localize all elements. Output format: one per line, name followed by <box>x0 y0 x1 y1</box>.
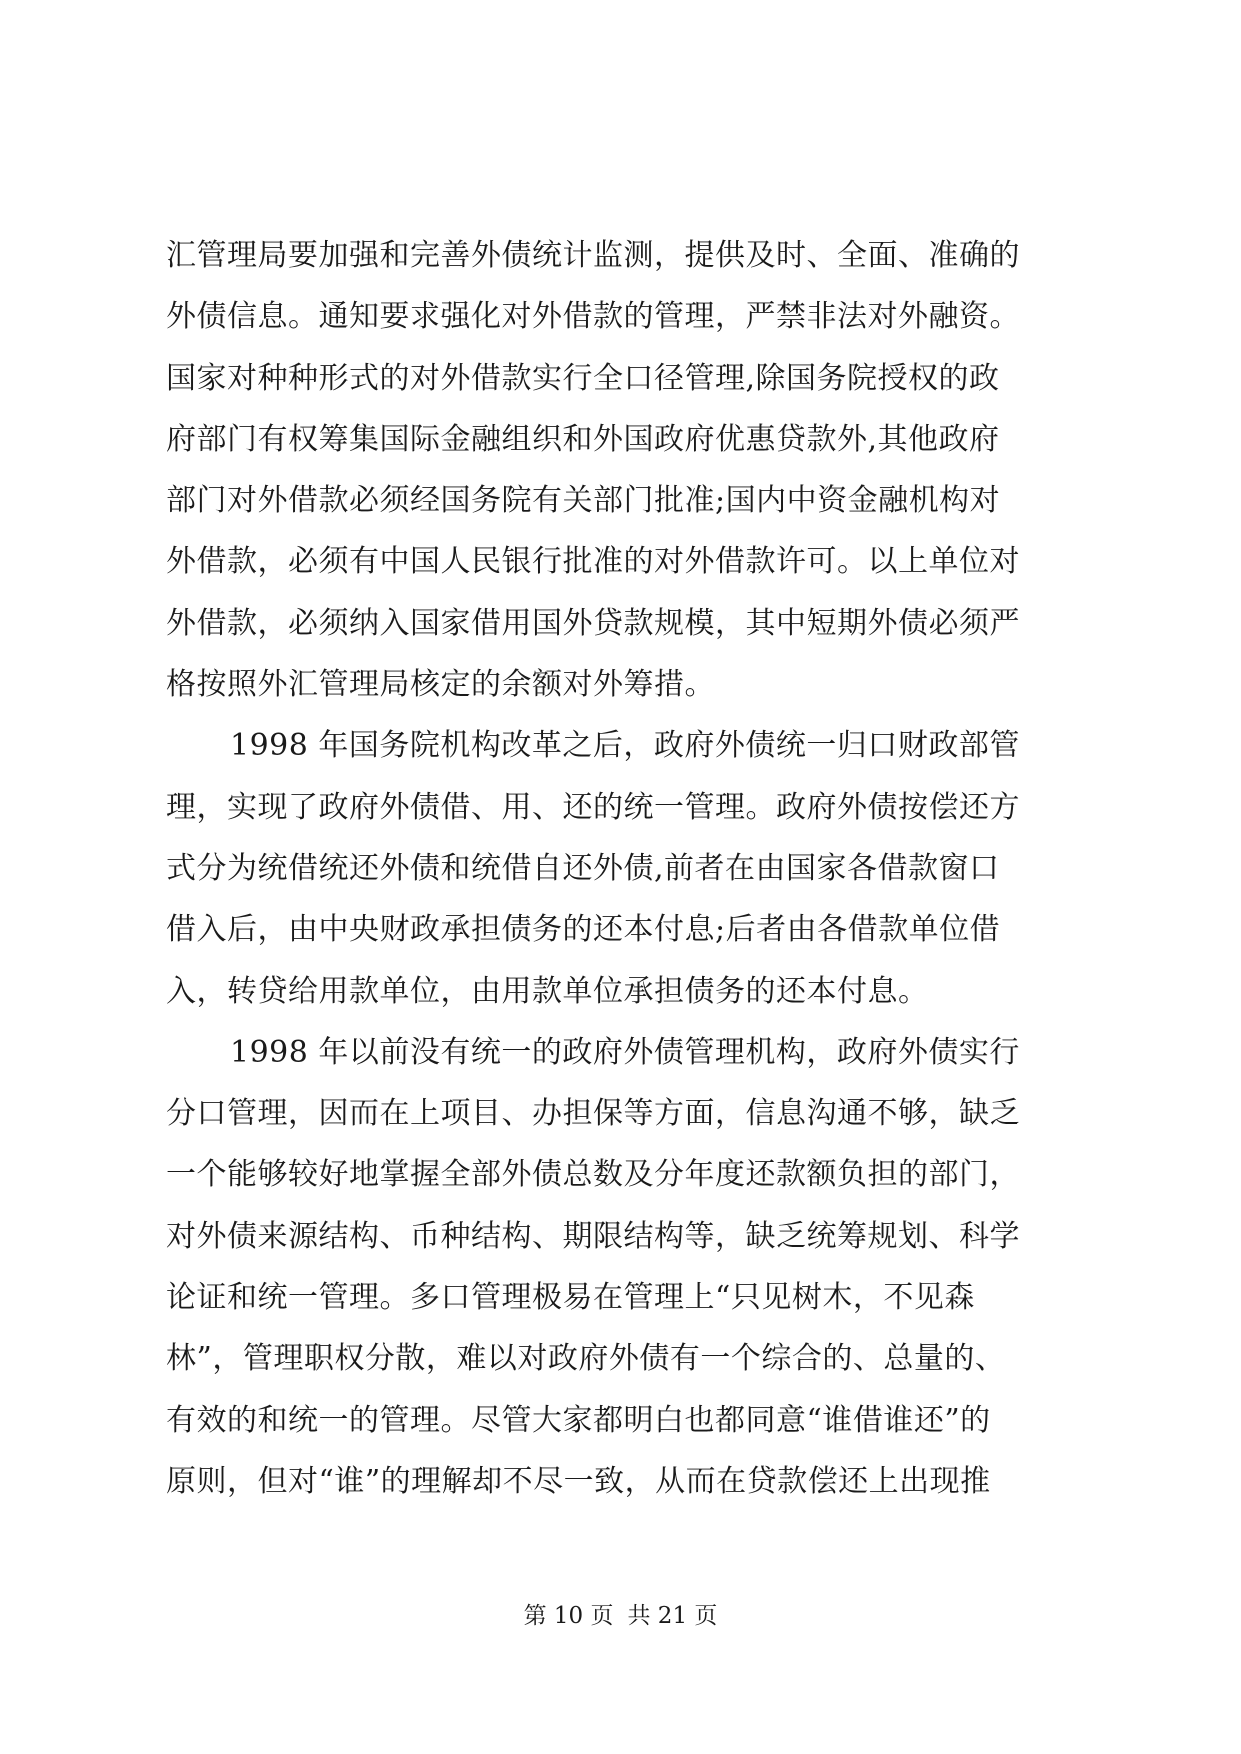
text-line: 1998 年以前没有统一的政府外债管理机构，政府外债实行 <box>230 1034 1020 1070</box>
text-line: 理，实现了政府外债借、用、还的统一管理。政府外债按偿还方 <box>166 789 1020 825</box>
text-line: 府部门有权筹集国际金融组织和外国政府优惠贷款外,其他政府 <box>166 421 1000 457</box>
text-line: 对外债来源结构、币种结构、期限结构等，缺乏统筹规划、科学 <box>166 1218 1020 1254</box>
text-line: 格按照外汇管理局核定的余额对外筹措。 <box>166 667 715 703</box>
body-text <box>166 225 1076 1512</box>
text-line: 一个能够较好地掌握全部外债总数及分年度还款额负担的部门， <box>166 1157 1020 1193</box>
text-line: 论证和统一管理。多口管理极易在管理上“只见树木，不见森 <box>166 1280 975 1316</box>
text-line: 借入后，由中央财政承担债务的还本付息;后者由各借款单位借 <box>166 912 1001 948</box>
text-line: 国家对种种形式的对外借款实行全口径管理,除国务院授权的政 <box>166 360 1000 396</box>
text-line: 式分为统借统还外债和统借自还外债,前者在由国家各借款窗口 <box>166 850 1000 886</box>
text-line: 入，转贷给用款单位，由用款单位承担债务的还本付息。 <box>166 973 929 1009</box>
text-line: 外借款，必须纳入国家借用国外贷款规模，其中短期外债必须严 <box>166 605 1020 641</box>
text-line: 外借款，必须有中国人民银行批准的对外借款许可。以上单位对 <box>166 544 1020 580</box>
paragraph-2 <box>166 715 1076 1021</box>
text-line: 原则，但对“谁”的理解却不尽一致，从而在贷款偿还上出现推 <box>166 1463 991 1499</box>
page-number: 第 10 页 <box>523 1603 614 1629</box>
page-total: 共 21 页 <box>627 1603 718 1629</box>
text-line: 林”，管理职权分散，难以对政府外债有一个综合的、总量的、 <box>166 1341 1006 1377</box>
text-line: 分口管理，因而在上项目、办担保等方面，信息沟通不够，缺乏 <box>166 1096 1020 1132</box>
text-line: 有效的和统一的管理。尽管大家都明白也都同意“谁借谁还”的 <box>166 1402 991 1438</box>
text-line: 外债信息。通知要求强化对外借款的管理，严禁非法对外融资。 <box>166 299 1020 335</box>
text-line: 1998 年国务院机构改革之后，政府外债统一归口财政部管 <box>230 728 1020 764</box>
page-footer <box>0 1601 1241 1631</box>
paragraph-3 <box>166 1022 1076 1512</box>
paragraph-1 <box>166 225 1076 715</box>
text-line: 部门对外借款必须经国务院有关部门批准;国内中资金融机构对 <box>166 483 1001 519</box>
text-line: 汇管理局要加强和完善外债统计监测，提供及时、全面、准确的 <box>166 238 1020 273</box>
